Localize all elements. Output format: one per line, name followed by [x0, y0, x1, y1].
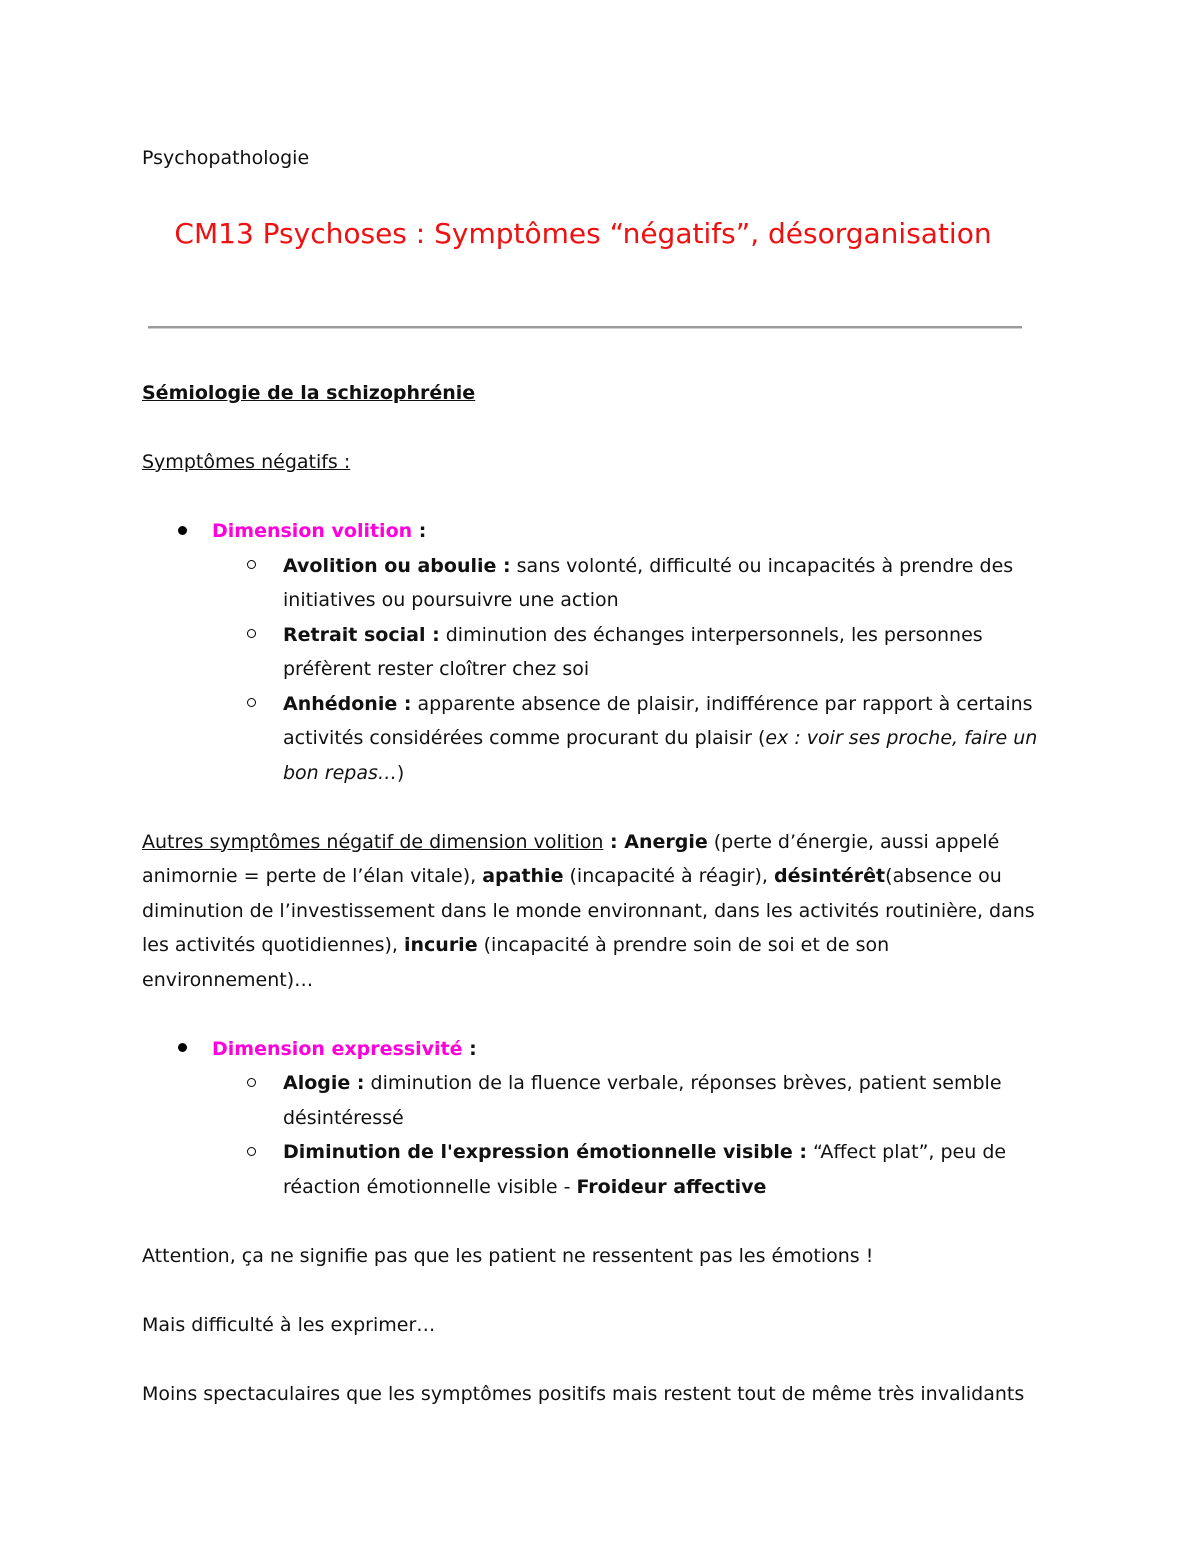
- spacer: [142, 1204, 1042, 1239]
- term: Alogie :: [283, 1072, 365, 1094]
- note-paragraph: Moins spectaculaires que les symptômes positifs mais restent tout de même très invalidants: [142, 1382, 1025, 1405]
- list-item: [283, 549, 1043, 618]
- spacer: [142, 480, 1042, 515]
- other-symptoms-label: Autres symptômes négatif de dimension volition: [142, 830, 604, 853]
- definition: (perte d’énergie, aussi appelé animornie = perte de l’élan vitale),: [142, 830, 1000, 887]
- note-paragraph: Attention, ça ne signifie pas que les patient ne ressentent pas les émotions !: [142, 1244, 874, 1267]
- term: incurie: [403, 934, 478, 956]
- dimension-label: Dimension volition: [212, 520, 413, 542]
- dimension-colon: :: [412, 520, 427, 542]
- closing-paren: ): [396, 761, 405, 784]
- course-name: Psychopathologie: [142, 147, 310, 169]
- section-heading-text: Sémiologie de la schizophrénie: [142, 382, 476, 404]
- definition: (incapacité à prendre soin de soi et de son environnement)…: [142, 934, 890, 991]
- spacer: [142, 997, 1042, 1032]
- hollow-bullet-icon: [247, 618, 256, 653]
- filled-bullet-icon: [178, 1032, 187, 1067]
- note-paragraph: Mais difficulté à les exprimer…: [142, 1313, 436, 1336]
- hollow-bullet-icon: [247, 1066, 256, 1101]
- page-title: CM13 Psychoses : Symptômes “négatifs”, désorganisation: [174, 217, 992, 250]
- list-item: [283, 618, 1043, 687]
- hollow-bullet-icon: [247, 549, 256, 584]
- definition: “Affect plat”, peu de réaction émotionnelle visible -: [283, 1141, 1007, 1198]
- spacer: [142, 411, 1042, 446]
- dimension-list-expressivite: [142, 1032, 1042, 1205]
- term: désintérêt: [774, 865, 886, 887]
- sub-list: [212, 1066, 1043, 1204]
- term: Avolition ou aboulie :: [283, 554, 511, 577]
- term: Diminution de l'expression émotionnelle visible :: [283, 1141, 807, 1163]
- subheading: [142, 445, 1042, 480]
- document-body: [142, 376, 1042, 1411]
- spacer: [142, 790, 1042, 825]
- term: apathie: [482, 865, 564, 887]
- other-symptoms-paragraph: [142, 825, 1042, 998]
- hollow-bullet-icon: [247, 687, 256, 722]
- section-heading: [142, 376, 1042, 411]
- sub-list: [212, 549, 1043, 791]
- emphasis: Froideur affective: [576, 1175, 767, 1198]
- spacer: [142, 1342, 1042, 1377]
- definition: apparente absence de plaisir, indifférence par rapport à certains activités considérées comme procurant du plaisir (: [283, 692, 1033, 749]
- dimension-label: Dimension expressivité: [212, 1037, 463, 1060]
- list-item: [283, 1066, 1043, 1135]
- term: Retrait social :: [283, 623, 440, 646]
- definition: (absence ou diminution de l’investissement dans le monde environnant, dans les activités routinière, dans les activités quotidiennes),: [142, 865, 1035, 956]
- list-item: [212, 514, 1042, 790]
- spacer: [142, 1273, 1042, 1308]
- dimension-colon: :: [462, 1037, 477, 1060]
- definition: (incapacité à réagir),: [563, 865, 774, 887]
- term: Anergie: [624, 830, 708, 853]
- list-item: [283, 1135, 1043, 1204]
- separator: :: [603, 830, 625, 853]
- list-item: [212, 1032, 1042, 1205]
- horizontal-divider: [148, 326, 1022, 329]
- hollow-bullet-icon: [247, 1135, 256, 1170]
- term: Anhédonie :: [283, 692, 412, 715]
- example: ex : voir ses proche, faire un bon repas…: [283, 727, 1038, 784]
- definition: sans volonté, difficulté ou incapacités à prendre des initiatives ou poursuivre une action: [283, 554, 1014, 611]
- filled-bullet-icon: [178, 514, 187, 549]
- definition: diminution des échanges interpersonnels, les personnes préfèrent rester cloîtrer chez soi: [283, 623, 983, 680]
- subheading-text: Symptômes négatifs :: [142, 451, 351, 473]
- definition: diminution de la fluence verbale, réponses brèves, patient semble désintéressé: [283, 1072, 1002, 1129]
- dimension-list-volition: [142, 514, 1042, 790]
- list-item: [283, 687, 1043, 791]
